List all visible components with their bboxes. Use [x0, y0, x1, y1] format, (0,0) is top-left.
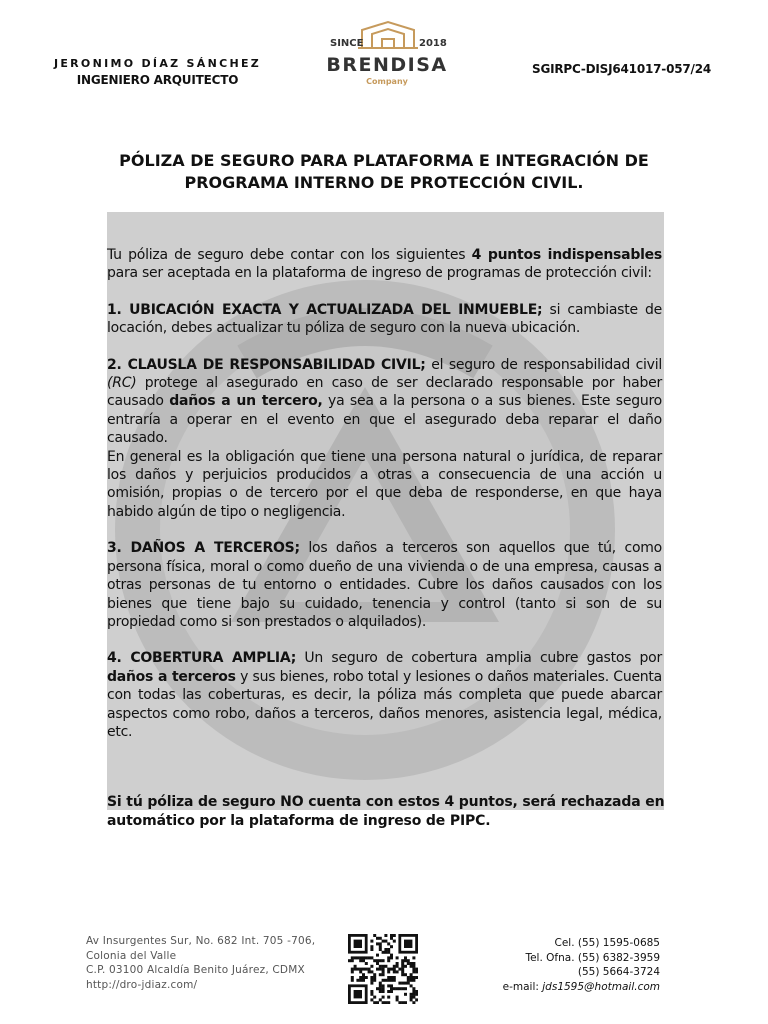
logo-since: SINCE	[330, 38, 364, 49]
final-warning-line-1: Si tú póliza de seguro NO cuenta con estos 4 puntos, será rechazada en	[107, 794, 665, 810]
website-link[interactable]: http://dro-jdiaz.com/	[86, 978, 198, 991]
logo-year: 2018	[419, 38, 447, 49]
qr-code[interactable]	[348, 934, 418, 1004]
point-2: 2. CLAUSLA DE RESPONSABILIDAD CIVIL; el seguro de responsabilidad civil (RC) protege al asegurado en caso de ser declarado responsable por haber causado daños a un tercero, ya sea a la persona o a sus bienes. Este seguro entraría a operar en el evento en que el asegurado deba reparar el daño causado.	[107, 356, 662, 447]
address-line-2: Colonia del Valle	[86, 949, 177, 962]
final-warning	[107, 793, 667, 831]
office-phone-2: (55) 5664-3724	[577, 966, 660, 979]
document-body	[107, 246, 662, 741]
document-title	[90, 150, 678, 194]
footer-contact	[503, 936, 660, 994]
point-2-paragraph-2: En general es la obligación que tiene una persona natural o jurídica, de reparar los daños y perjuicios producidos a otras a consecuencia de una acción u omisión, propias o de tercero por el que deba de responderse, en que haya habido algún de tipo o negligencia.	[107, 448, 662, 520]
logo-sub: Company	[366, 77, 408, 86]
point-3: 3. DAÑOS A TERCEROS; los daños a terceros son aquellos que tú, como persona física, moral o como dueño de una vivienda o de una empresa, causas a otras personas de tu entorno o entidades. Cubre los daños causados con los bienes que tiene bajo su cuidado, tenencia y control (tanto si son de su propiedad como si son prestados o alquilados).	[107, 540, 662, 630]
email-link[interactable]: jds1595@hotmail.com	[542, 980, 660, 993]
reference-number: SGIRPC-DISJ641017-057/24	[532, 62, 711, 76]
point-3-heading: 3. DAÑOS A TERCEROS;	[107, 540, 300, 557]
intro-paragraph: Tu póliza de seguro debe contar con los siguientes 4 puntos indispensables para ser aceptada en la plataforma de ingreso de programas de protección civil:	[107, 247, 662, 282]
title-line-2: PROGRAMA INTERNO DE PROTECCIÓN CIVIL.	[184, 173, 584, 192]
author-name: JERONIMO DÍAZ SÁNCHEZ	[53, 57, 262, 70]
author-block	[50, 57, 265, 87]
address-line-3: C.P. 03100 Alcaldía Benito Juárez, CDMX	[86, 964, 305, 977]
point-4-heading: 4. COBERTURA AMPLIA;	[107, 650, 297, 667]
point-1: 1. UBICACIÓN EXACTA Y ACTUALIZADA DEL INMUEBLE; si cambiaste de locación, debes actualizar tu póliza de seguro con la nueva ubicación.	[107, 301, 662, 337]
point-1-heading: 1. UBICACIÓN EXACTA Y ACTUALIZADA DEL INMUEBLE;	[107, 301, 543, 318]
footer-address	[86, 934, 315, 992]
title-line-1: PÓLIZA DE SEGURO PARA PLATAFORMA E INTEGRACIÓN DE	[119, 151, 649, 170]
point-4: 4. COBERTURA AMPLIA; Un seguro de cobertura amplia cubre gastos por daños a terceros y sus bienes, robo total y lesiones o daños materiales. Cuenta con todas las coberturas, es decir, la póliza más completa que puede abarcar aspectos como robo, daños a terceros, daños menores, asistencia legal, médica, etc.	[107, 650, 662, 740]
cell-phone: Cel. (55) 1595-0685	[554, 937, 660, 949]
logo-brand: BRENDISA	[326, 54, 448, 76]
address-line-1: Av Insurgentes Sur, No. 682 Int. 705 -706,	[86, 935, 316, 947]
point-2-heading: 2. CLAUSLA DE RESPONSABILIDAD CIVIL;	[107, 356, 426, 373]
brendisa-logo	[322, 18, 452, 88]
office-phone: Tel. Ofna. (55) 6382-3959	[525, 951, 660, 964]
author-title: INGENIERO ARQUITECTO	[76, 73, 239, 87]
email-line: e-mail: jds1595@hotmail.com	[502, 980, 660, 993]
final-warning-line-2: automático por la plataforma de ingreso de PIPC.	[107, 813, 491, 829]
